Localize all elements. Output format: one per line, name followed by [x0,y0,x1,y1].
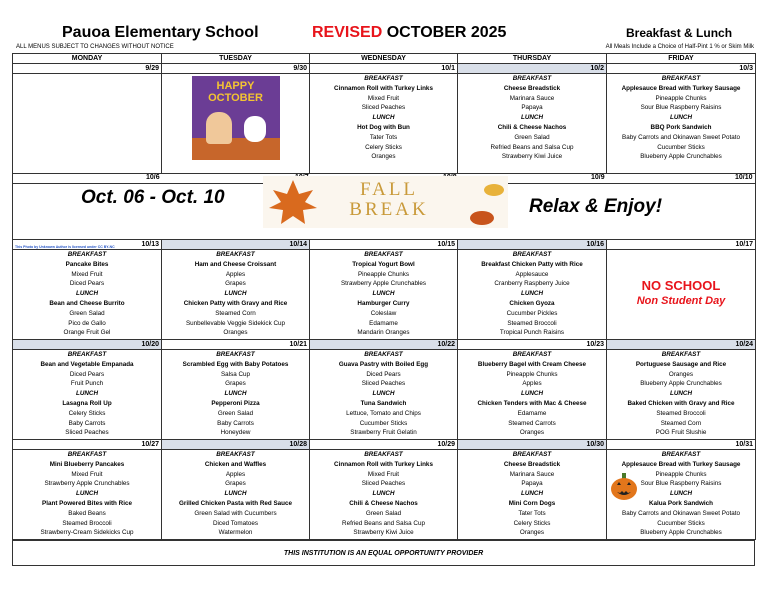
day-cell [162,64,310,174]
menu-item: Steamed Carrots [508,419,556,427]
menu-main: Chicken and Waffles [204,460,267,468]
lunch-label: LUNCH [520,390,544,398]
menu-item: Papaya [521,104,543,112]
menu-item: Steamed Corn [660,419,702,427]
day-cell [13,64,162,174]
date-label: 9/29 [13,64,161,74]
day-cell [310,340,458,440]
menu-item: Cucumber Sticks [657,519,705,527]
breakfast-label: BREAKFAST [364,351,403,358]
menu-item: Refried Beans and Salsa Cup [490,143,574,151]
breakfast-label: BREAKFAST [512,251,552,258]
breakfast-label: BREAKFAST [67,251,107,258]
menu-item: Sliced Peaches [361,104,406,112]
meal-type: Breakfast & Lunch [626,26,733,40]
lunch-label: LUNCH [372,390,395,398]
menu-item: Edamame [517,409,547,417]
menu-item: Watermelon [218,529,253,537]
menu-item: Grapes [225,480,246,488]
lunch-label: LUNCH [224,490,247,498]
menu-item: Cucumber Pickles [506,309,558,317]
maple-leaf-icon [263,176,323,228]
menu-item: Pineapple Chunks [655,94,707,102]
lunch-label: LUNCH [224,390,247,398]
lunch-label: LUNCH [669,114,693,122]
menu-main: Plant Powered Bites with Rice [42,499,132,507]
menu-title [312,24,506,42]
menu-item: Baby Carrots [68,419,106,427]
menu-item: Diced Tomatoes [212,519,259,527]
menu-item: Green Salad [365,509,402,517]
day-cell [310,440,458,540]
menu-main: Lasagna Roll Up [62,399,112,407]
equal-opportunity-footer: THIS INSTITUTION IS AN EQUAL OPPORTUNITY PROVIDER [12,540,755,566]
day-header-row [13,54,756,64]
menu-item: Baked Beans [68,509,106,517]
menu-main: Ham and Cheese Croissant [194,260,277,268]
menu-item: Diced Pears [69,370,105,378]
menu-main: Baked Chicken with Gravy and Rice [627,399,735,407]
jack-o-lantern-icon [609,472,639,502]
menu-item: Cranberry Raspberry Juice [494,280,570,288]
breakfast-label: BREAKFAST [512,351,552,358]
menu-main: Scrambled Egg with Baby Potatoes [182,360,289,368]
menu-main: Cheese Breadstick [503,460,561,468]
menu-item: Oranges [371,153,396,161]
lunch-label: LUNCH [75,390,99,398]
day-cell [458,440,607,540]
menu-item: POG Fruit Slushie [655,429,707,437]
menu-main: Chicken Patty with Gravy and Rice [183,299,288,307]
date-label [13,240,161,250]
breakfast-label: BREAKFAST [67,451,107,458]
menu-item: Sliced Peaches [361,380,406,388]
lunch-label: LUNCH [224,290,247,298]
date-label: 10/28 [162,440,309,450]
menu-main: Pepperoni Pizza [211,399,260,407]
date-label: 10/21 [162,340,309,350]
menu-item: Blueberry Apple Crunchables [640,153,722,161]
date-label: 10/15 [310,240,457,250]
menu-item: Mixed Fruit [367,94,400,102]
image-caption: HAPPY OCTOBER [208,80,263,104]
menu-item: Grapes [225,380,246,388]
menu-main: Breakfast Chicken Patty with Rice [481,260,583,268]
date-label: 10/22 [310,340,457,350]
school-name: Pauoa Elementary School [62,24,259,41]
menu-main: Hot Dog with Bun [357,123,410,131]
breakfast-label: BREAKFAST [216,451,255,458]
date-label: 10/16 [458,240,606,250]
day-cell [310,64,458,174]
menu-item: Steamed Broccoli [62,519,112,527]
break-date-range: Oct. 06 - Oct. 10 [81,187,225,208]
lunch-label: LUNCH [372,490,395,498]
week-row [13,64,756,174]
fall-break-text: FALL BREAK [349,179,429,220]
menu-item: Diced Pears [69,280,105,288]
menu-main: Cinnamon Roll with Turkey Links [334,460,433,468]
menu-main: Blueberry Bagel with Cream Cheese [477,360,587,368]
date-label: 10/2 [458,64,606,74]
menu-item: Baby Carrots and Okinawan Sweet Potato [622,133,740,141]
date-label: 10/14 [162,240,309,250]
menu-item: Apples [225,470,246,478]
menu-item: Green Salad with Cucumbers [194,509,277,517]
menu-main: Bean and Vegetable Empanada [40,360,134,368]
menu-item: Oranges [223,329,248,337]
menu-main: Chili & Cheese Nachos [349,499,418,507]
lunch-label: LUNCH [372,114,395,122]
menu-item: Strawberry-Cream Sidekicks Cup [40,529,134,537]
day-cell [458,64,607,174]
menu-item: Steamed Broccoli [507,319,557,327]
week-row [13,440,756,540]
date-label: 10/29 [310,440,457,450]
menu-main: Grilled Chicken Pasta with Red Sauce [178,499,293,507]
menu-item: Pineapple Chunks [655,470,707,478]
menu-item: Lettuce, Tomato and Chips [346,409,421,417]
fall-break-row [13,174,756,240]
menu-item: Blueberry Apple Crunchables [640,529,722,537]
menu-main: Cheese Breadstick [503,84,561,92]
menu-item: Apples [522,380,542,388]
date-label: 10/17 [607,240,755,250]
menu-main: Chicken Tenders with Mac & Cheese [477,399,587,407]
month-label: OCTOBER 2025 [386,24,507,41]
photo-credit[interactable]: This Photo by Unknown Author is licensed under CC BY-NC [15,245,115,249]
menu-item: Strawberry Kiwi Juice [353,529,414,537]
menu-item: Sunbellevable Veggie Sidekick Cup [185,319,286,327]
day-header: WEDNESDAY [310,54,458,64]
menu-main: Cinnamon Roll with Turkey Links [334,84,433,92]
menu-item: Strawberry Apple Crunchables [340,280,427,288]
menu-item: Salsa Cup [220,370,251,378]
date-label: 10/10 [735,174,753,181]
menu-item: Baby Carrots [217,419,254,427]
menu-item: Baby Carrots and Okinawan Sweet Potato [622,509,740,517]
menu-item: Sliced Peaches [65,429,109,437]
day-cell [607,240,756,340]
menu-item: Mixed Fruit [71,470,103,478]
menu-item: Celery Sticks [68,409,106,417]
menu-item: Grapes [225,280,246,288]
menu-item: Tater Tots [518,509,546,517]
happy-october-image [192,76,280,160]
menu-item: Cucumber Sticks [359,419,408,427]
menu-item: Sour Blue Raspberry Raisins [640,104,722,112]
disclaimer: ALL MENUS SUBJECT TO CHANGES WITHOUT NOTICE [16,44,174,50]
menu-item: Sour Blue Raspberry Raisins [640,480,722,488]
day-header: MONDAY [13,54,162,64]
day-cell [13,240,162,340]
breakfast-label: BREAKFAST [661,351,701,358]
breakfast-label: BREAKFAST [661,451,701,458]
menu-item: Oranges [519,429,545,437]
menu-item: Green Salad [69,309,105,317]
menu-item: Oranges [519,529,545,537]
day-cell [458,340,607,440]
lunch-label: LUNCH [669,390,693,398]
menu-calendar [12,53,756,540]
breakfast-label: BREAKFAST [364,75,403,82]
fall-break-image [263,176,508,228]
breakfast-label: BREAKFAST [67,351,107,358]
menu-item: Pico de Gallo [68,319,106,327]
snoopy-figure [244,116,266,142]
non-student-day-label: Non Student Day [636,295,726,307]
date-label: 10/31 [607,440,755,450]
menu-main: Chicken Gyoza [509,299,555,307]
breakfast-label: BREAKFAST [364,451,403,458]
menu-item: Apples [225,270,246,278]
lunch-label: LUNCH [520,114,544,122]
week-row [13,340,756,440]
menu-item: Coleslaw [370,309,397,317]
lunch-label: LUNCH [372,290,395,298]
day-cell [607,64,756,174]
menu-item: Marinara Sauce [509,470,555,478]
menu-item: Green Salad [217,409,254,417]
menu-item: Marinara Sauce [509,94,555,102]
day-cell [458,240,607,340]
lunch-label: LUNCH [520,290,544,298]
menu-item: Oranges [668,370,694,378]
date-label: 10/1 [310,64,457,74]
day-cell [162,340,310,440]
menu-item: Blueberry Apple Crunchables [640,380,722,388]
menu-main: Mini Corn Dogs [508,499,556,507]
menu-main: Guava Pastry with Boiled Egg [338,360,429,368]
day-cell [13,440,162,540]
child-figure [206,112,232,144]
menu-item: Mixed Fruit [367,470,400,478]
menu-item: Strawberry Fruit Gelatin [350,429,417,437]
date-label: 10/6 [146,174,160,181]
menu-item: Honeydew [220,429,251,437]
menu-item: Green Salad [514,133,550,141]
date-label: 10/3 [607,64,755,74]
date-text: 10/13 [141,241,159,248]
menu-main: Hamburger Curry [357,299,410,307]
breakfast-label: BREAKFAST [512,75,552,82]
menu-item: Edamame [369,319,398,327]
breakfast-label: BREAKFAST [512,451,552,458]
date-label: 10/23 [458,340,606,350]
day-cell [162,440,310,540]
menu-item: Mandarin Oranges [357,329,410,337]
menu-item: Papaya [521,480,543,488]
date-label: 10/27 [13,440,161,450]
menu-main: Chili & Cheese Nachos [497,123,567,131]
menu-item: Steamed Broccoli [656,409,706,417]
menu-item: Strawberry Apple Crunchables [44,480,130,488]
menu-item: Orange Fruit Gel [63,329,111,337]
menu-item: Celery Sticks [365,143,402,151]
menu-main: Bean and Cheese Burrito [49,299,125,307]
day-cell [607,340,756,440]
menu-item: Refried Beans and Salsa Cup [342,519,425,527]
menu-item: Tropical Punch Raisins [499,329,565,337]
menu-item: Cucumber Sticks [657,143,705,151]
menu-main: Applesauce Bread with Turkey Sausage [621,84,741,92]
day-header: FRIDAY [607,54,756,64]
lunch-label: LUNCH [669,490,693,498]
breakfast-label: BREAKFAST [364,251,403,258]
lunch-label: LUNCH [520,490,544,498]
milk-note: All Meals Include a Choice of Half-Pint 1 % or Skim Milk [605,44,754,50]
relax-message: Relax & Enjoy! [529,196,663,217]
breakfast-label: BREAKFAST [661,75,701,82]
menu-main: BBQ Pork Sandwich [650,123,712,131]
menu-main: Kalua Pork Sandwich [648,499,714,507]
day-cell [310,240,458,340]
date-label: 10/9 [591,174,605,181]
date-label: 10/30 [458,440,606,450]
menu-main: Pancake Bites [65,260,109,268]
date-label: 10/24 [607,340,755,350]
menu-item: Sliced Peaches [361,480,406,488]
pumpkin-patch [192,138,280,160]
leaf-icon [458,176,508,228]
date-label: 10/20 [13,340,161,350]
menu-item: Celery Sticks [513,519,551,527]
day-header: THURSDAY [458,54,607,64]
day-header: TUESDAY [162,54,310,64]
week-row [13,240,756,340]
breakfast-label: BREAKFAST [216,251,255,258]
page-header [0,0,768,52]
menu-main: Portuguese Sausage and Rice [635,360,727,368]
menu-item: Strawberry Kiwi Juice [501,153,563,161]
menu-item: Pineapple Chunks [506,370,558,378]
menu-item: Diced Pears [366,370,401,378]
breakfast-label: BREAKFAST [216,351,255,358]
menu-item: Tater Tots [369,133,398,141]
lunch-label: LUNCH [75,490,99,498]
day-cell [13,340,162,440]
day-cell [607,440,756,540]
menu-item: Steamed Corn [215,309,256,317]
revised-label: REVISED [312,24,383,41]
menu-item: Pineapple Chunks [357,270,410,278]
menu-main: Applesauce Bread with Turkey Sausage [621,460,741,468]
lunch-label: LUNCH [75,290,99,298]
fall-break-cell [13,174,756,240]
menu-main: Tuna Sandwich [360,399,407,407]
menu-item: Fruit Punch [70,380,104,388]
menu-main: Tropical Yogurt Bowl [352,260,415,268]
menu-item: Applesauce [515,270,549,278]
date-label: 9/30 [162,64,309,74]
day-cell [162,240,310,340]
menu-item: Mixed Fruit [71,270,103,278]
no-school-label: NO SCHOOL [641,278,721,293]
menu-main: Mini Blueberry Pancakes [49,460,125,468]
